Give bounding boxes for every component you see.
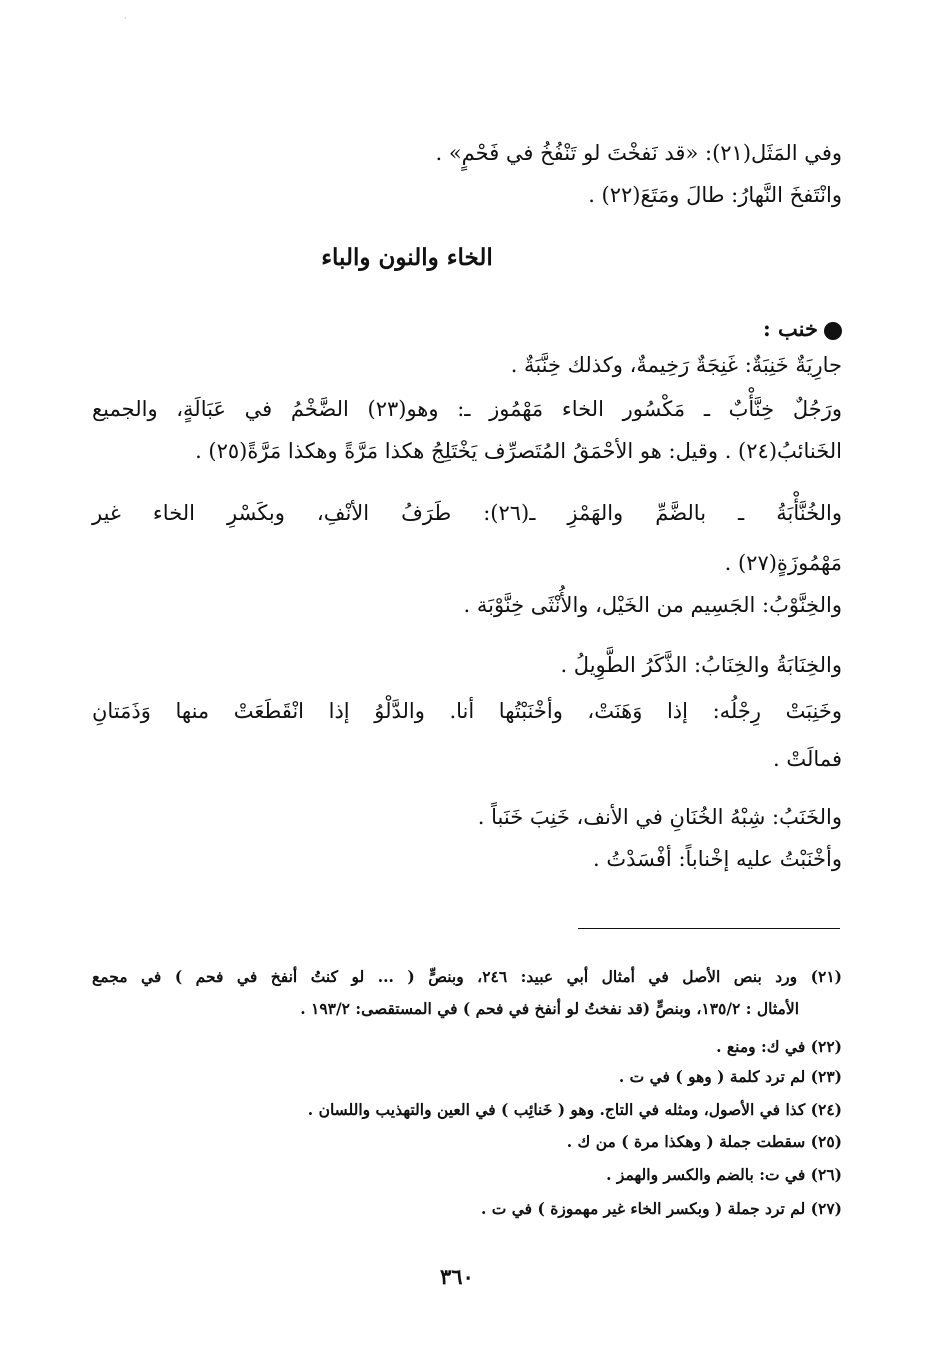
footnote: (٢٢) في ك: ومنع . (716, 1037, 842, 1056)
footnote: (٢١) ورد بنص الأصل في أمثال أبي عبيد: ٢٤٦، وبنصٍّ ( ... لو كنتُ أنفخ في فحم ) في مجمع (92, 967, 842, 986)
entry-line: والخِنَابَةُ والخِنَابُ: الذَّكَرُ الطَّوِيلُ . (560, 653, 842, 677)
footnote: (٢٥) سقطت جملة ( وهكذا مرة ) من ك . (566, 1132, 842, 1151)
entry-line: والخُنَّأْبَةُ ـ بالضَّمِّ والهَمْزِ ـ(٢٦): طَرَفُ الأنْفِ، وبكَسْرِ الخاء غير (92, 501, 842, 525)
entry-line: ورَجُلٌ خِنَّأْبٌ ـ مَكْسُور الخاء مَهْمُوز ـ: وهو(٢٣) الضَّخْمُ في عَبَالَةٍ، والجميع (92, 397, 842, 421)
entry-line: الخَنائبُ(٢٤) . وقيل: هو الأحْمَقُ المُتَصرِّف يَخْتَلِجُ هكذا مَرَّةً وهكذا مَرَّةً(٢٥) . (195, 439, 842, 463)
entry-line: فمالَتْ . (773, 747, 842, 771)
body-line: وفي المَثَل(٢١): «قد نَفخْتَ لو تَنْفُخُ في فَحْمٍ» . (435, 141, 842, 165)
entry-line: والخَنَبُ: شِبْهُ الخُنَانِ في الأنف، خَنِبَ خَنَباً . (477, 805, 842, 829)
entry-line: مَهْمُوزَةٍ(٢٧) . (724, 551, 842, 575)
entry-line: جارِيَةٌ خَنِبَةٌ: غَنِجَةٌ رَخِيمةٌ، وكذلك خِنَّبَةٌ . (510, 353, 842, 377)
body-line: وانْتَفخَ النَّهارُ: طالَ ومَتَعَ(٢٢) . (588, 183, 842, 207)
bullet-icon (824, 322, 842, 340)
entry-headword: خنب : (762, 316, 818, 341)
footnote: (٢٧) لم ترد جملة ( وبكسر الخاء غير مهموزة ) في ت . (480, 1199, 842, 1218)
section-heading: الخاء والنون والباء (321, 244, 493, 271)
page-number: ٣٦٠ (440, 1264, 474, 1289)
footnote-continuation: الأمثال : ١٣٥/٢، وبنصٍّ (قد نفختُ لو أنفخ في فحم ) في المستقصى: ١٩٣/٢ . (300, 999, 799, 1018)
footnote: (٢٦) في ت: بالضم والكسر والهمز . (606, 1165, 842, 1184)
footnote: (٢٤) كذا في الأصول، ومثله في التاج. وهو ( خَنائِب ) في العين والتهذيب واللسان . (307, 1100, 842, 1119)
entry-line: والخِنَّوْبُ: الجَسِيم من الخَيْل، والأُنْثَى خِنَّوْبَة . (463, 593, 842, 617)
entry-line: وخَنِبَتْ رِجْلُه: إذا وَهَنَتْ، وأخْنَبْتُها أنا. والدَّلْوُ إذا انْقَطَعَتْ منها وَذَمَتانِ (92, 699, 842, 723)
scan-mark: · (124, 14, 127, 23)
footnote-separator (578, 928, 840, 929)
entry-headword-line (763, 312, 842, 346)
entry-line: وأخْنَبْتُ عليه إخْناباً: أفْسَدْتُ . (593, 847, 842, 871)
footnote: (٢٣) لم ترد كلمة ( وهو ) في ت . (618, 1067, 842, 1086)
